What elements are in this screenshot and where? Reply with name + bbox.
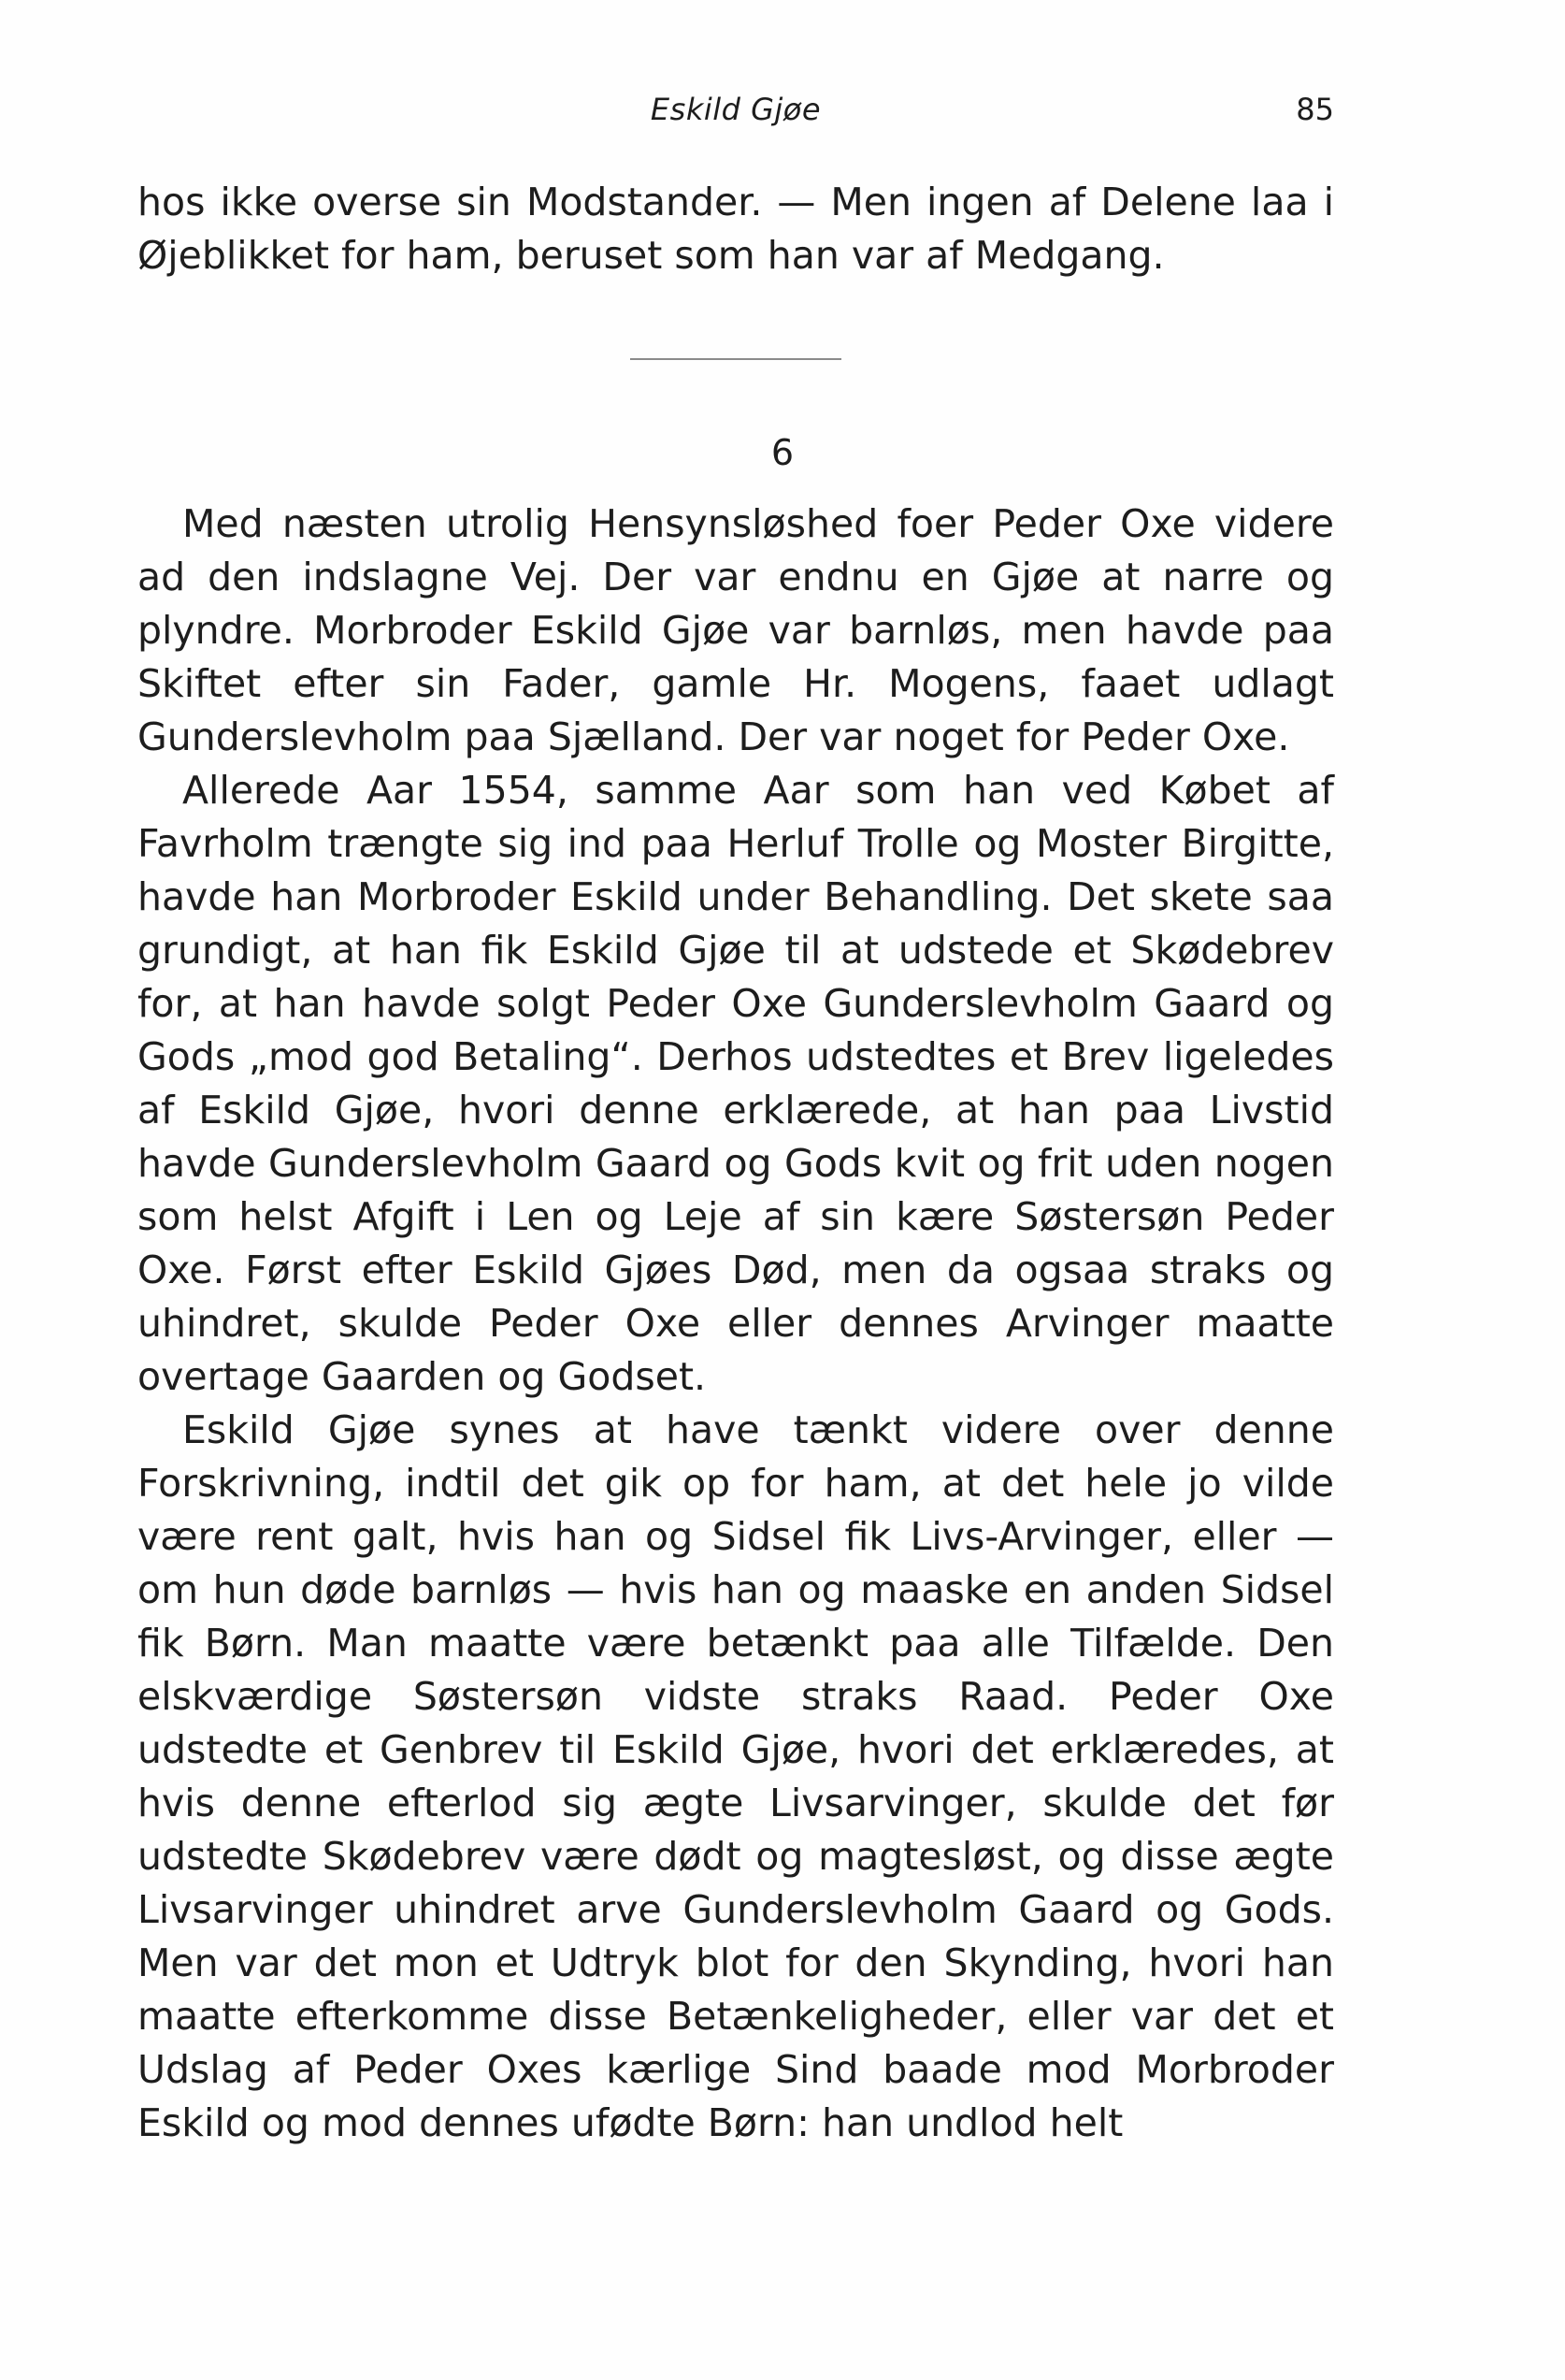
continuation-paragraph: hos ikke overse sin Modstander. — Men ingen af Delene laa i Øjeblikket for ham, beruset som han var af Medgang. xyxy=(137,180,1334,278)
section-divider xyxy=(630,358,841,360)
section-body xyxy=(137,498,1334,2150)
running-title: Eskild Gjøe xyxy=(650,92,822,127)
continuation-text-block xyxy=(137,176,1334,282)
running-head xyxy=(137,92,1334,138)
page-number: 85 xyxy=(1296,92,1334,127)
paragraph: Allerede Aar 1554, samme Aar som han ved Købet af Favrholm trængte sig ind paa Herluf Trolle og Moster Birgitte, havde han Morbroder Eskild under Behandling. Det skete saa grundigt, at han fik Eskild Gjøe til at udstede et Skødebrev for, at han havde solgt Peder Oxe Gunderslevholm Gaard og Gods „mod god Betaling“. Derhos udstedtes et Brev ligeledes af Eskild Gjøe, hvori denne erklærede, at han paa Livstid havde Gunderslevholm Gaard og Gods kvit og frit uden nogen som helst Afgift i Len og Leje af sin kære Søstersøn Peder Oxe. Først efter Eskild Gjøes Død, men da ogsaa straks og uhindret, skulde Peder Oxe eller dennes Arvinger maatte overtage Gaarden og Godset. xyxy=(137,768,1334,1399)
paragraph: Eskild Gjøe synes at have tænkt videre over denne Forskrivning, indtil det gik op for ham, at det hele jo vilde være rent galt, hvis han og Sidsel fik Livs-Arvinger, eller — om hun døde barnløs — hvis han og maaske en anden Sidsel fik Børn. Man maatte være betænkt paa alle Tilfælde. Den elskværdige Søstersøn vidste straks Raad. Peder Oxe udstedte et Genbrev til Eskild Gjøe, hvori det erklæredes, at hvis denne efterlod sig ægte Livsarvinger, skulde det før udstedte Skødebrev være dødt og magtesløst, og disse ægte Livsarvinger uhindret arve Gunderslevholm Gaard og Gods. Men var det mon et Udtryk blot for den Skynding, hvori han maatte efterkomme disse Betænkeligheder, eller var det et Udslag af Peder Oxes kærlige Sind baade mod Morbroder Eskild og mod dennes ufødte Børn: han undlod helt xyxy=(137,1407,1334,2145)
section-number: 6 xyxy=(770,432,795,473)
paragraph: Med næsten utrolig Hensynsløshed foer Peder Oxe videre ad den indslagne Vej. Der var endnu en Gjøe at narre og plyndre. Morbroder Eskild Gjøe var barnløs, men havde paa Skiftet efter sin Fader, gamle Hr. Mogens, faaet udlagt Gunderslevholm paa Sjælland. Der var noget for Peder Oxe. xyxy=(137,501,1334,759)
